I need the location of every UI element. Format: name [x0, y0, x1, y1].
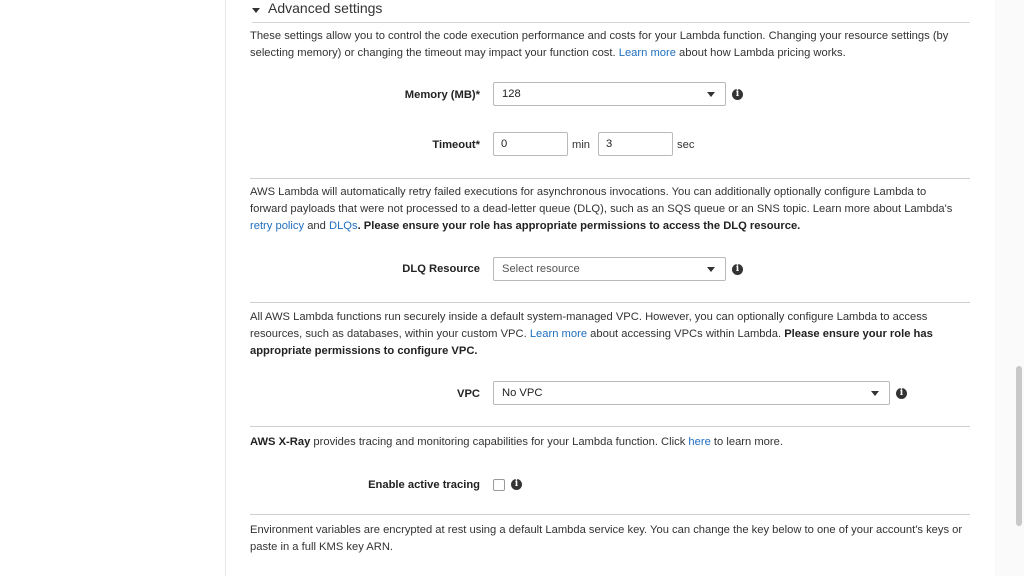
xray-here-link[interactable]: here	[688, 436, 711, 448]
vpc-text-line-1: All AWS Lambda functions run securely inside a default system-managed VPC. However, you can optionally configure Lambda to access	[250, 311, 928, 323]
vpc-text: resources, such as databases, within your custom VPC.	[250, 328, 530, 340]
memory-select[interactable]	[493, 82, 726, 106]
active-tracing-checkbox[interactable]	[493, 479, 505, 491]
advanced-settings-title: Advanced settings	[268, 0, 383, 16]
memory-label: Memory (MB)*	[404, 89, 480, 101]
dlq-label: DLQ Resource	[402, 263, 480, 275]
vpc-value: No VPC	[502, 387, 543, 399]
dlq-placeholder: Select resource	[502, 263, 580, 275]
vpc-permissions-note-2: appropriate permissions to configure VPC.	[250, 345, 478, 357]
timeout-min-input[interactable]: 0	[493, 132, 568, 156]
env-description	[250, 522, 972, 556]
env-text-line-1: Environment variables are encrypted at rest using a default Lambda service key. You can change the key below to one of your account's keys or	[250, 524, 963, 536]
timeout-min-unit: min	[572, 139, 591, 151]
env-text-line-2: paste in a full KMS key ARN.	[250, 541, 394, 553]
xray-name: AWS X-Ray	[250, 436, 311, 448]
pricing-learn-more-link[interactable]: Learn more	[618, 47, 676, 59]
vpc-description	[250, 309, 972, 360]
memory-value: 128	[502, 88, 521, 100]
timeout-sec-input[interactable]: 3	[598, 132, 673, 156]
advanced-settings-header[interactable]	[252, 0, 970, 23]
divider	[250, 302, 970, 303]
dlq-permissions-note: . Please ensure your role has appropriate permissions to access the DLQ resource.	[357, 220, 801, 232]
retry-policy-link[interactable]: retry policy	[250, 220, 305, 232]
dlqs-link[interactable]: DLQs	[328, 220, 358, 232]
advanced-intro-tail: about how Lambda pricing works.	[675, 47, 846, 59]
chevron-down-icon	[871, 391, 879, 396]
dlq-resource-select[interactable]	[493, 257, 726, 281]
advanced-intro-line-2	[250, 45, 972, 62]
tracing-info-icon[interactable]: i	[511, 479, 522, 490]
timeout-label: Timeout*	[432, 139, 480, 151]
dlq-description	[250, 184, 972, 235]
xray-text-tail: to learn more.	[710, 436, 783, 448]
chevron-down-icon	[707, 92, 715, 97]
vpc-select[interactable]	[493, 381, 890, 405]
vpc-permissions-note: Please ensure your role has	[784, 328, 933, 340]
left-panel	[0, 0, 226, 576]
dlq-and: and	[304, 220, 329, 232]
divider	[250, 178, 970, 179]
advanced-intro	[250, 28, 972, 62]
xray-description	[250, 434, 972, 451]
dlq-info-icon[interactable]: i	[732, 264, 743, 275]
vpc-text-tail: about accessing VPCs within Lambda.	[587, 328, 785, 340]
vpc-label: VPC	[456, 388, 480, 400]
vpc-text-line-3	[250, 343, 972, 360]
vpc-text-line-2	[250, 326, 972, 343]
divider	[250, 426, 970, 427]
vpc-info-icon[interactable]: i	[896, 388, 907, 399]
advanced-intro-line-1: These settings allow you to control the code execution performance and costs for your Lambda function. Changing your resource settings (by	[250, 30, 949, 42]
xray-text: provides tracing and monitoring capabilities for your Lambda function. Click	[310, 436, 689, 448]
active-tracing-label: Enable active tracing	[368, 479, 480, 491]
vpc-learn-more-link[interactable]: Learn more	[529, 328, 588, 340]
timeout-sec-unit: sec	[677, 139, 695, 151]
dlq-text-line-2: forward payloads that were not processed to a dead-letter queue (DLQ), such as an SQS queue or an SNS topic. Learn more about Lambda's	[250, 203, 953, 215]
scrollbar-thumb[interactable]	[1016, 366, 1022, 526]
dlq-text-line-3	[250, 218, 972, 235]
chevron-down-icon	[707, 267, 715, 272]
caret-down-icon	[252, 8, 260, 13]
divider	[250, 514, 970, 515]
memory-info-icon[interactable]: i	[732, 89, 743, 100]
advanced-intro-text: selecting memory) or changing the timeout may impact your function cost.	[250, 47, 619, 59]
dlq-text-line-1: AWS Lambda will automatically retry failed executions for asynchronous invocations. You can additionally optionally configure Lambda to	[250, 186, 927, 198]
